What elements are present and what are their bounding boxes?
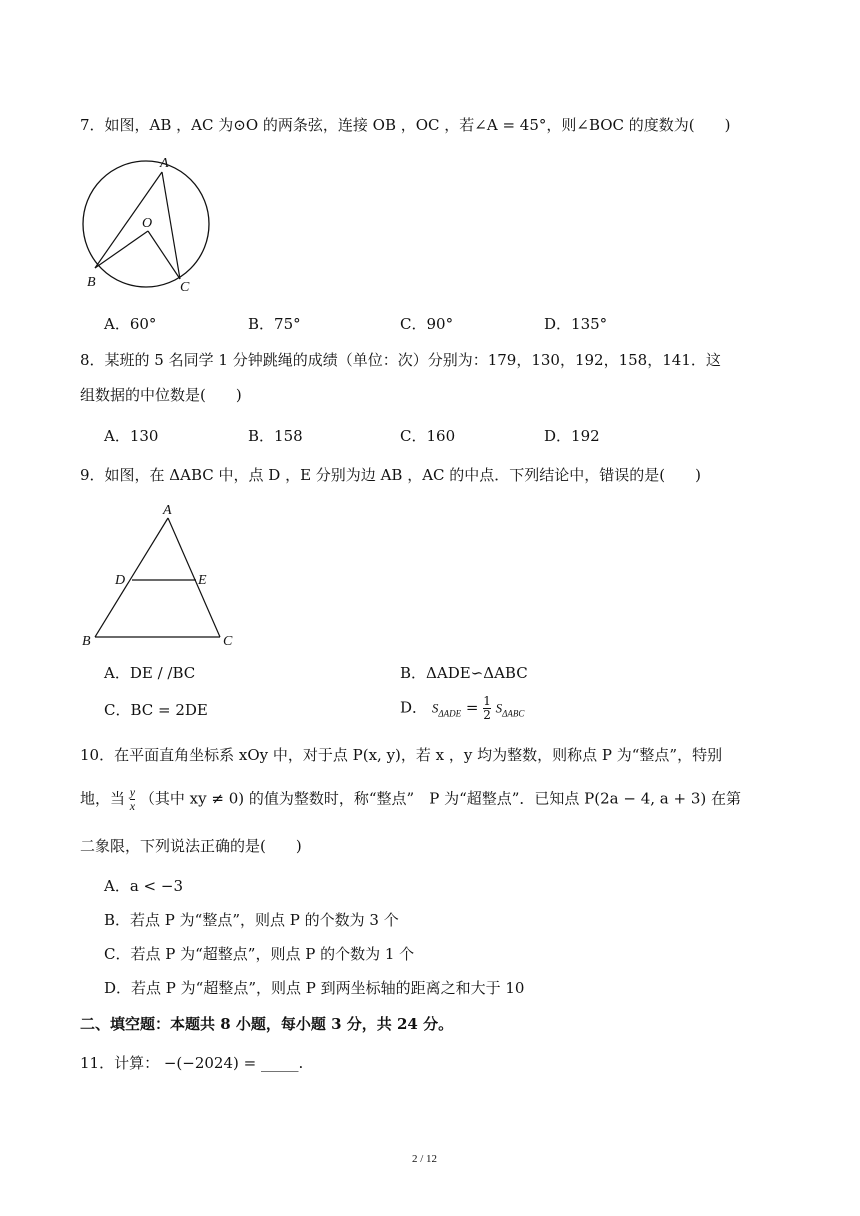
chord-ac [162,172,180,279]
q9-option-d-rhs-sub: ΔABC [502,708,525,719]
q8-option-c[interactable]: C．160 [400,427,456,445]
segment-ob [95,231,148,268]
q8-stem-line2: 组数据的中位数是( ) [80,386,242,404]
q9-option-d-lhs: S [431,700,439,716]
q9-option-c[interactable]: C．BC = 2DE [104,701,208,719]
q9-option-b[interactable]: B．ΔADE∽ΔABC [400,664,528,682]
q7-stem: 7．如图，AB ，AC 为⊙O 的两条弦，连接 OB ，OC ，若∠A = 45°，则∠BOC 的度数为( ) [80,116,731,134]
q9-stem: 9．如图，在 ΔABC 中，点 D ，E 分别为边 AB ，AC 的中点．下列结论中，错误的是( ) [80,466,701,484]
q7-option-b[interactable]: B．75° [248,315,301,333]
q9-option-d-fraction: $\frac{1}{2}$ [483,694,491,722]
q9-option-a[interactable]: A．DE / /BC [104,664,196,682]
label-d: D [115,573,126,588]
q8-option-a[interactable]: A．130 [104,427,159,445]
label-c: C [223,634,233,649]
label-b: B [87,275,96,290]
side-ac [168,518,220,637]
label-c: C [180,280,190,295]
q10-fraction-y-over-x: $\frac{y}{x}$ [129,785,136,813]
label-a: A [163,503,172,518]
q10-line2: 地，当 $\frac{y}{x}$ （其中 xy ≠ 0) 的值为整数时，称“整点” P 为“超整点”．已知点 P(2a − 4, a + 3) 在第 [80,785,742,813]
q7-circle-figure [78,155,218,295]
label-b: B [82,634,91,649]
q9-option-d-label: D． [400,698,428,717]
label-e: E [198,573,207,588]
q7-option-d[interactable]: D．135° [544,315,608,333]
label-o: O [142,216,153,231]
q10-option-c[interactable]: C．若点 P 为“超整点”，则点 P 的个数为 1 个 [104,945,415,963]
q8-option-d[interactable]: D．192 [544,427,600,445]
q9-option-d-eq: = [465,698,484,717]
q7-option-c[interactable]: C．90° [400,315,454,333]
q7-option-a[interactable]: A．60° [104,315,157,333]
q9-option-d-rhs: S [495,700,503,716]
q8-stem-line1: 8．某班的 5 名同学 1 分钟跳绳的成绩（单位：次）分别为：179，130，192，158，141．这 [80,351,721,369]
page-number: 2 / 12 [412,1153,438,1165]
q10-option-d[interactable]: D．若点 P 为“超整点”，则点 P 到两坐标轴的距离之和大于 10 [104,979,525,997]
side-ab [95,518,168,637]
q10-line1: 10．在平面直角坐标系 xOy 中，对于点 P(x, y)，若 x ，y 均为整数，则称点 P 为“整点”，特别 [80,746,723,764]
q9-triangle-figure [80,500,240,650]
q9-option-d-lhs-sub: ΔADE [438,708,462,719]
q10-line3: 二象限，下列说法正确的是( ) [80,837,302,855]
segment-oc [148,231,180,279]
q10-option-a[interactable]: A．a < −3 [104,877,183,895]
q11-stem: 11．计算： −(−2024) = _____. [80,1054,304,1072]
q10-option-b[interactable]: B．若点 P 为“整点”，则点 P 的个数为 3 个 [104,911,399,929]
label-a: A [160,156,169,171]
q8-option-b[interactable]: B．158 [248,427,303,445]
q9-option-d[interactable] [400,695,524,724]
section-title-fill-in: 二、填空题：本题共 8 小题，每小题 3 分，共 24 分。 [80,1015,454,1033]
